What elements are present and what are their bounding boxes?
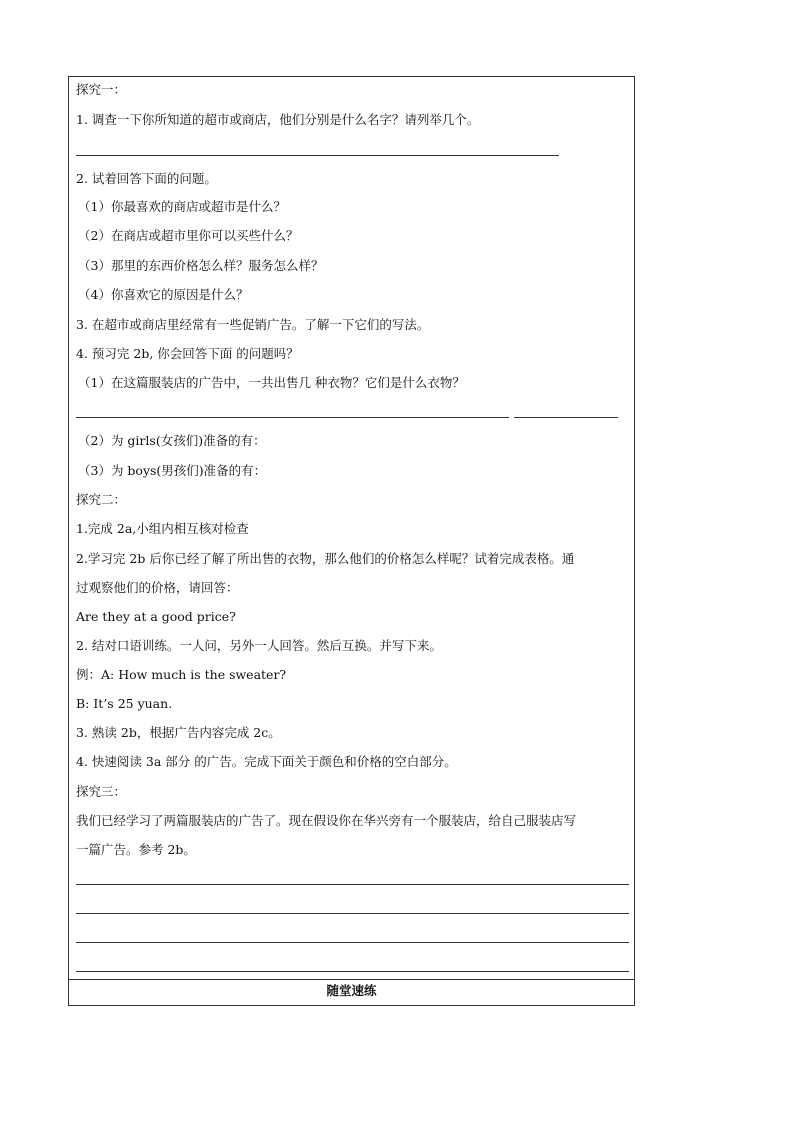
question-1: 1. 调查一下你所知道的超市或商店，他们分别是什么名字？请列举几个。 xyxy=(76,112,480,127)
task-1: 1.完成 2a,小组内相互核对检查 xyxy=(76,521,249,536)
table-divider xyxy=(69,979,634,980)
writing-line xyxy=(76,942,629,943)
task-pair-practice: 2. 结对口语训练。一人问，另外一人回答。然后互换。并写下来。 xyxy=(76,638,442,653)
writing-line xyxy=(76,971,629,972)
task-4: 4. 快速阅读 3a 部分 的广告。完成下面关于颜色和价格的空白部分。 xyxy=(76,754,457,769)
answer-line xyxy=(76,155,559,156)
section-1-heading: 探究一： xyxy=(76,82,127,97)
answer-line xyxy=(76,417,509,418)
task-2-question: Are they at a good price? xyxy=(76,609,236,624)
answer-line xyxy=(514,417,618,418)
question-2-1: （1）你最喜欢的商店或超市是什么？ xyxy=(78,199,286,214)
question-2-2: （2）在商店或超市里你可以买些什么？ xyxy=(78,228,299,243)
writing-task: 我们已经学习了两篇服装店的广告了。现在假设你在华兴旁有一个服装店，给自己服装店写 xyxy=(76,813,577,828)
task-2-cont: 过观察他们的价格，请回答： xyxy=(76,580,239,595)
question-2-4: （4）你喜欢它的原因是什么？ xyxy=(78,287,249,302)
section-2-heading: 探究二： xyxy=(76,492,127,507)
question-2: 2. 试着回答下面的问题。 xyxy=(76,171,217,186)
section-3-heading: 探究三： xyxy=(76,784,127,799)
writing-task-cont: 一篇广告。参考 2b。 xyxy=(76,842,196,857)
example-b: B: It’s 25 yuan. xyxy=(76,696,173,711)
question-4-1: （1）在这篇服装店的广告中，一共出售几 种衣物？它们是什么衣物？ xyxy=(78,375,465,390)
question-4-3: （3）为 boys(男孩们)准备的有： xyxy=(78,463,267,478)
question-4-2: （2）为 girls(女孩们)准备的有： xyxy=(78,433,266,448)
question-3: 3. 在超市或商店里经常有一些促销广告。了解一下它们的写法。 xyxy=(76,317,430,332)
writing-line xyxy=(76,884,629,885)
question-2-3: （3）那里的东西价格怎么样？服务怎么样？ xyxy=(78,258,324,273)
task-3: 3. 熟读 2b，根据广告内容完成 2c。 xyxy=(76,725,281,740)
task-2: 2.学习完 2b 后你已经了解了所出售的衣物，那么他们的价格怎么样呢？试着完成表格。通 xyxy=(76,551,575,566)
example-a: 例：A: How much is the sweater? xyxy=(76,667,287,682)
writing-line xyxy=(76,913,629,914)
practice-section-title: 随堂速练 xyxy=(326,983,377,998)
worksheet-frame xyxy=(68,76,635,1006)
question-4: 4. 预习完 2b, 你会回答下面 的问题吗？ xyxy=(76,346,299,361)
